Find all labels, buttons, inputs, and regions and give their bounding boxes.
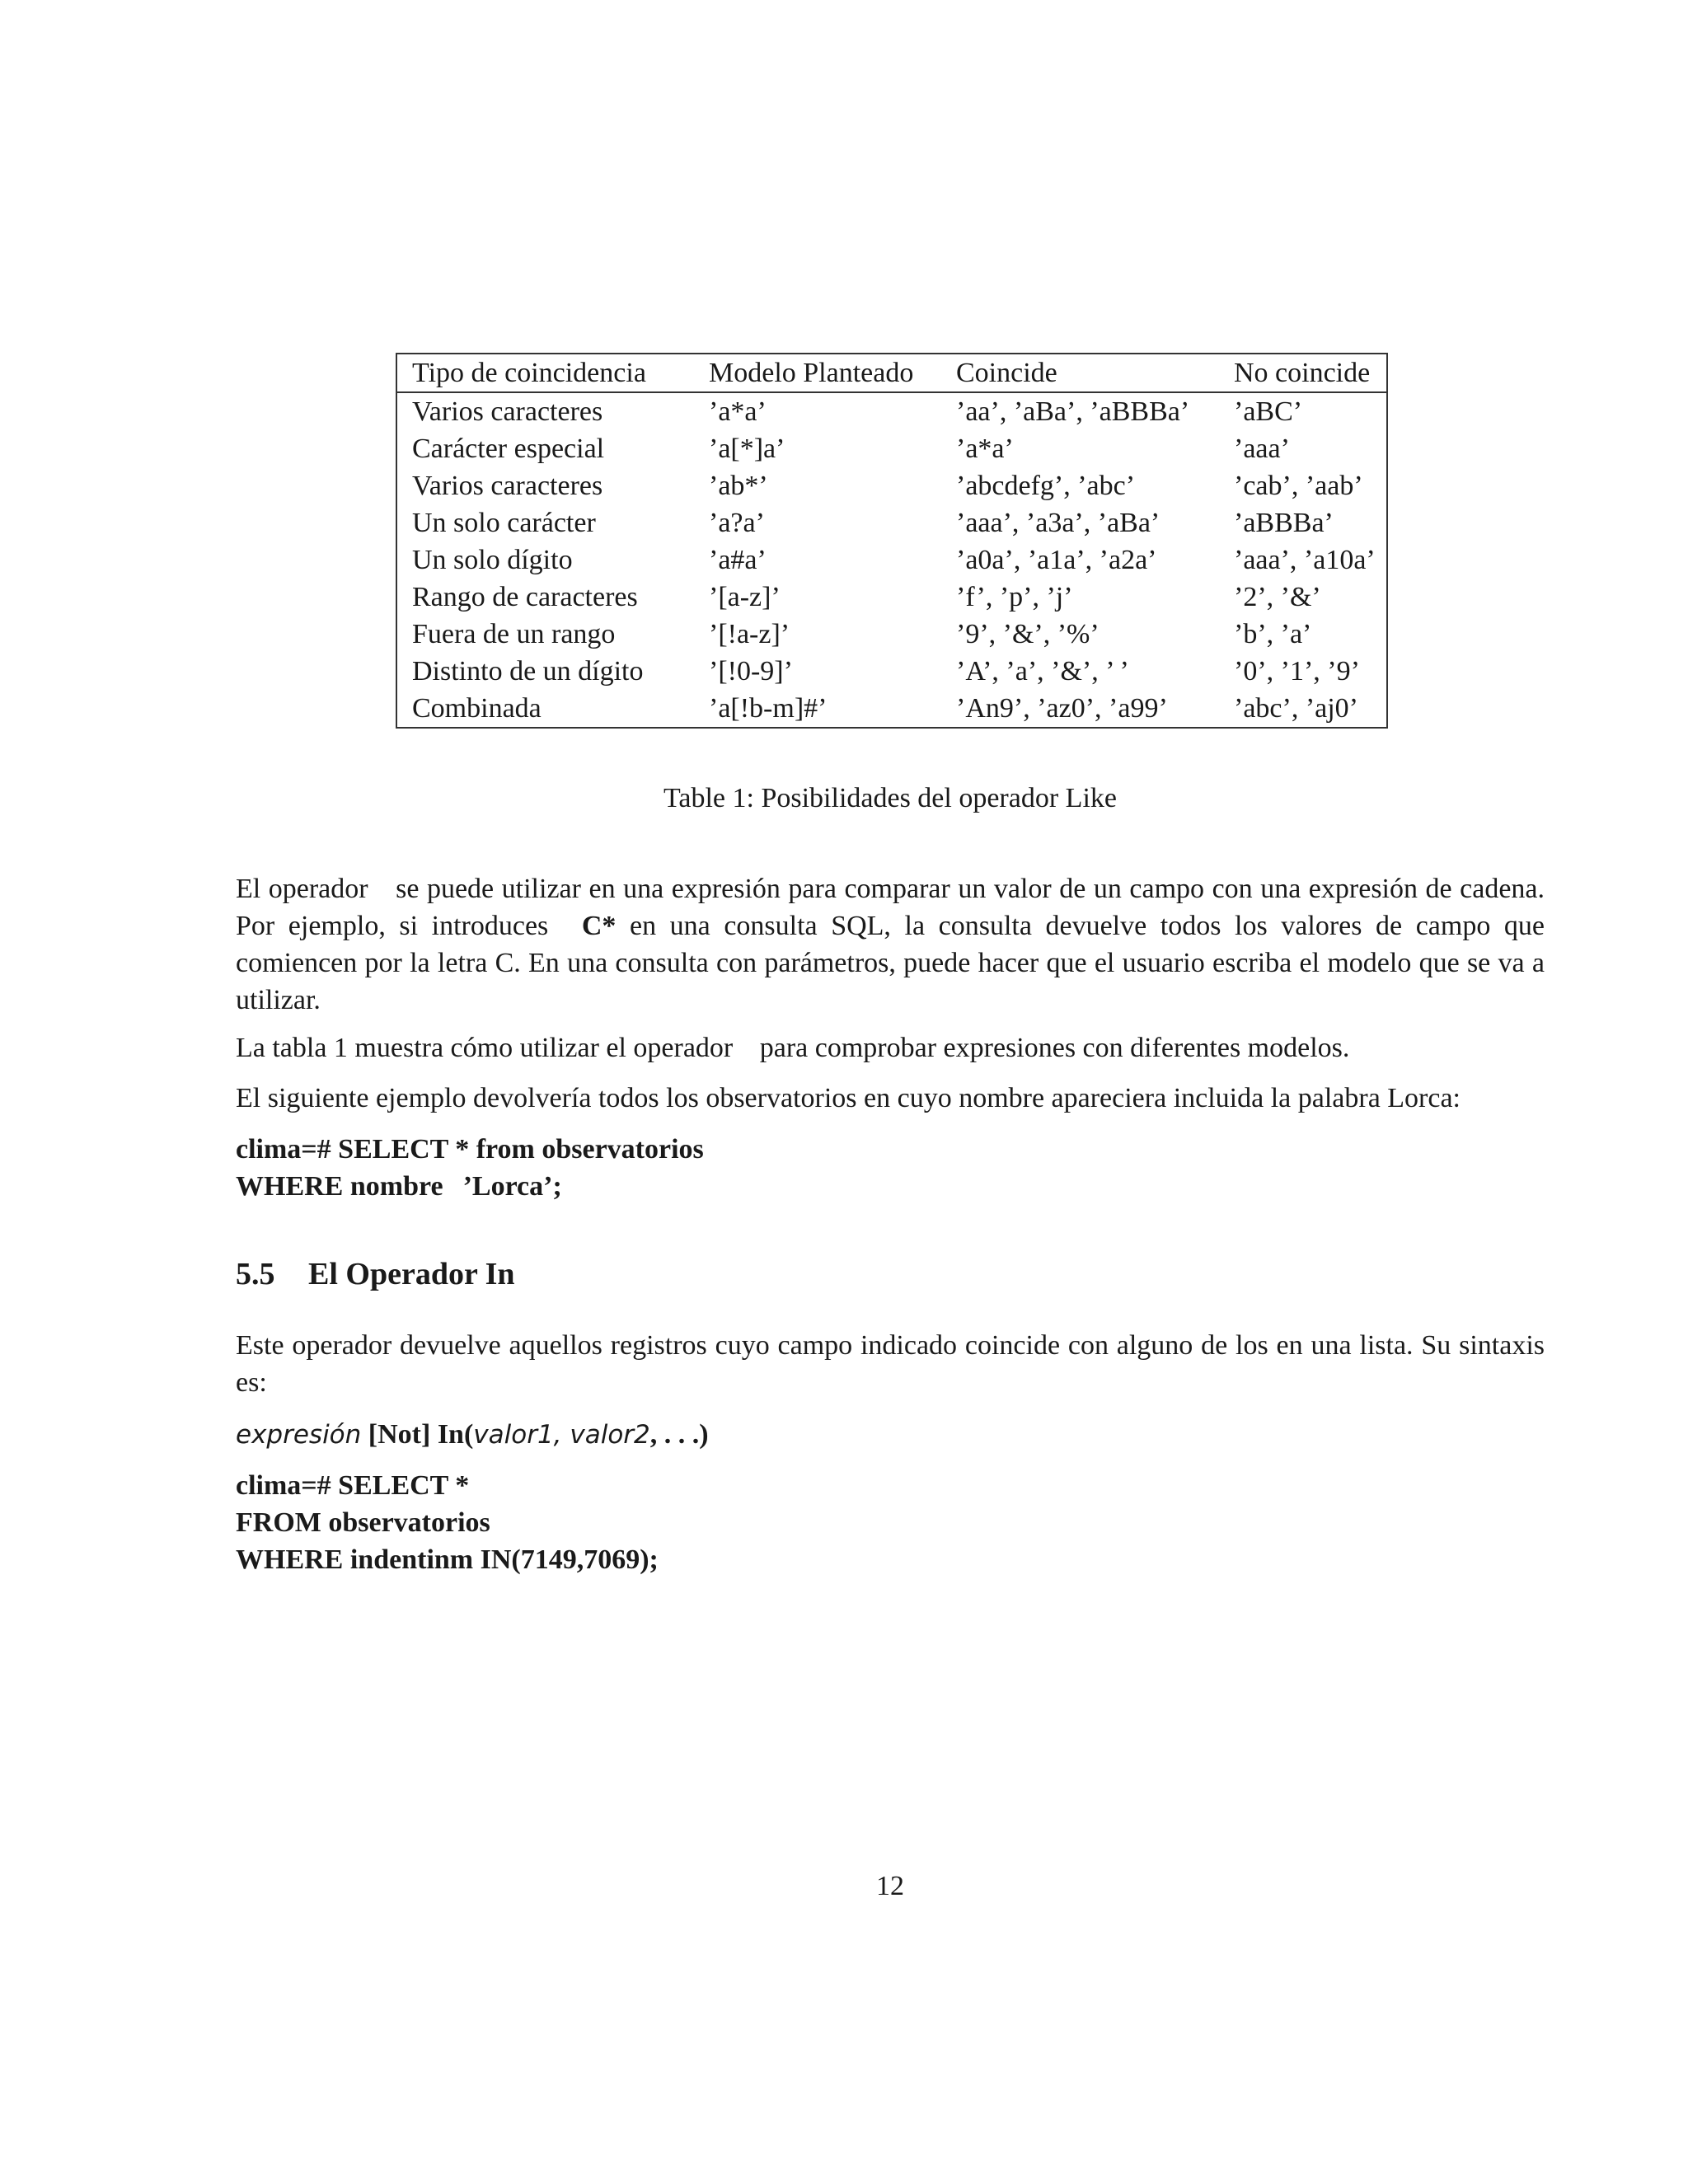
- code-line: FROM observatorios: [236, 1507, 490, 1538]
- paragraph-table-reference: [236, 1029, 1545, 1066]
- paragraph-in-intro: Este operador devuelve aquellos registros cuyo campo indicado coincide con alguno de los en una lista. Su sintaxis es:: [236, 1330, 1545, 1398]
- table-cell: Rango de caracteres: [412, 582, 638, 612]
- table-header-cell: Tipo de coincidencia: [396, 354, 694, 392]
- table-row: [396, 430, 1387, 467]
- table-header-cell: No coincide: [1219, 354, 1387, 392]
- code-line: clima=# SELECT * from observatorios: [236, 1134, 704, 1165]
- table-cell: ’A’, ’a’, ’&’, ’ ’: [956, 656, 1129, 687]
- syntax-value: valor2: [570, 1420, 650, 1450]
- syntax-expression: expresión: [236, 1420, 362, 1450]
- paragraph-like-intro: [236, 870, 1545, 1019]
- table-header-cell: Coincide: [941, 354, 1219, 392]
- syntax-separator: ,: [553, 1420, 570, 1450]
- table-cell: ’ab*’: [709, 471, 768, 501]
- table-cell: ’aBBBa’: [1234, 508, 1334, 538]
- table-cell: Un solo carácter: [412, 508, 596, 538]
- table-cell: Carácter especial: [412, 434, 605, 464]
- table-cell: Un solo dígito: [412, 545, 573, 575]
- table-cell: ’aaa’: [1234, 434, 1290, 464]
- paragraph-text: El operador: [236, 874, 368, 904]
- syntax-keyword: [Not] In(: [368, 1419, 474, 1450]
- table-row: [396, 467, 1387, 504]
- table-cell: ’a#a’: [709, 545, 767, 575]
- table-cell: Distinto de un dígito: [412, 656, 644, 687]
- table-cell: ’a[!b-m]#’: [709, 693, 828, 724]
- table-cell: ’cab’, ’aab’: [1234, 471, 1363, 501]
- paragraph-text: para comprobar expresiones con diferentes modelos.: [759, 1033, 1350, 1063]
- table-row: [396, 616, 1387, 653]
- table-cell: ’a0a’, ’a1a’, ’a2a’: [956, 545, 1157, 575]
- table-caption: [0, 783, 1688, 814]
- inline-code: C*: [581, 911, 617, 941]
- table-cell: ’aaa’, ’a10a’: [1234, 545, 1376, 575]
- table-cell: Varios caracteres: [412, 471, 603, 501]
- code-line: clima=# SELECT *: [236, 1470, 470, 1501]
- table-cell: ’abcdefg’, ’abc’: [956, 471, 1136, 501]
- section-number: 5.5: [236, 1257, 275, 1291]
- syntax-value: valor1: [473, 1420, 554, 1450]
- table-row: [396, 579, 1387, 616]
- code-fragment: WHERE nombre: [236, 1171, 443, 1202]
- code-block-like-example: [236, 1131, 1545, 1205]
- section-heading: [236, 1256, 515, 1292]
- table-cell: ’a?a’: [709, 508, 765, 538]
- table-cell: Combinada: [412, 693, 542, 724]
- section-title: El Operador In: [308, 1257, 515, 1291]
- table-cell: ’b’, ’a’: [1234, 619, 1312, 649]
- paragraph-example-intro: El siguiente ejemplo devolvería todos los observatorios en cuyo nombre apareciera incluida la palabra Lorca:: [236, 1083, 1461, 1113]
- table-cell: ’[!0-9]’: [709, 656, 793, 687]
- syntax-ellipsis: , . . .): [649, 1419, 709, 1450]
- table-header-row: [396, 354, 1387, 392]
- syntax-line: [236, 1416, 1545, 1454]
- code-block-in-example: [236, 1467, 1545, 1578]
- table-cell: ’abc’, ’aj0’: [1234, 693, 1359, 724]
- table-cell: ’aBC’: [1234, 396, 1303, 427]
- paragraph-text: en una consulta SQL, la consulta devuelve todos los valores de campo que comiencen por la letra C. En una consulta con parámetros, puede hacer que el usuario escriba el modelo que se va a utilizar.: [236, 911, 1545, 1015]
- table-cell: ’a*a’: [709, 396, 767, 427]
- table-cell: ’f’, ’p’, ’j’: [956, 582, 1073, 612]
- paragraph-text: La tabla 1 muestra cómo utilizar el operador: [236, 1033, 734, 1063]
- code-line: [236, 1168, 1545, 1205]
- table-row: [396, 541, 1387, 579]
- table-row: [396, 504, 1387, 541]
- table-cell: ’[!a-z]’: [709, 619, 790, 649]
- code-fragment: ’Lorca’;: [462, 1171, 562, 1202]
- table-row: [396, 392, 1387, 430]
- table-cell: Varios caracteres: [412, 396, 603, 427]
- table-row: [396, 690, 1387, 728]
- table-caption-text: Table 1: Posibilidades del operador Like: [663, 783, 1117, 813]
- page-number: 12: [876, 1871, 904, 1901]
- table-cell: ’a*a’: [956, 434, 1014, 464]
- table-cell: ’An9’, ’az0’, ’a99’: [956, 693, 1168, 724]
- like-operator-table: [396, 353, 1388, 729]
- table-row: [396, 653, 1387, 690]
- table-cell: Fuera de un rango: [412, 619, 616, 649]
- table-cell: ’aa’, ’aBa’, ’aBBBa’: [956, 396, 1190, 427]
- table-cell: ’0’, ’1’, ’9’: [1234, 656, 1360, 687]
- table-cell: ’a[*]a’: [709, 434, 785, 464]
- code-line: WHERE indentinm IN(7149,7069);: [236, 1544, 659, 1575]
- table-cell: ’2’, ’&’: [1234, 582, 1321, 612]
- table-header-cell: Modelo Planteado: [694, 354, 941, 392]
- table-cell: ’[a-z]’: [709, 582, 781, 612]
- table-cell: ’aaa’, ’a3a’, ’aBa’: [956, 508, 1160, 538]
- table-cell: ’9’, ’&’, ’%’: [956, 619, 1100, 649]
- paragraph-text: se puede utilizar en una expresión para comparar un valor de un campo con una expresión de cadena. Por ejemplo, si introduces: [236, 874, 1545, 941]
